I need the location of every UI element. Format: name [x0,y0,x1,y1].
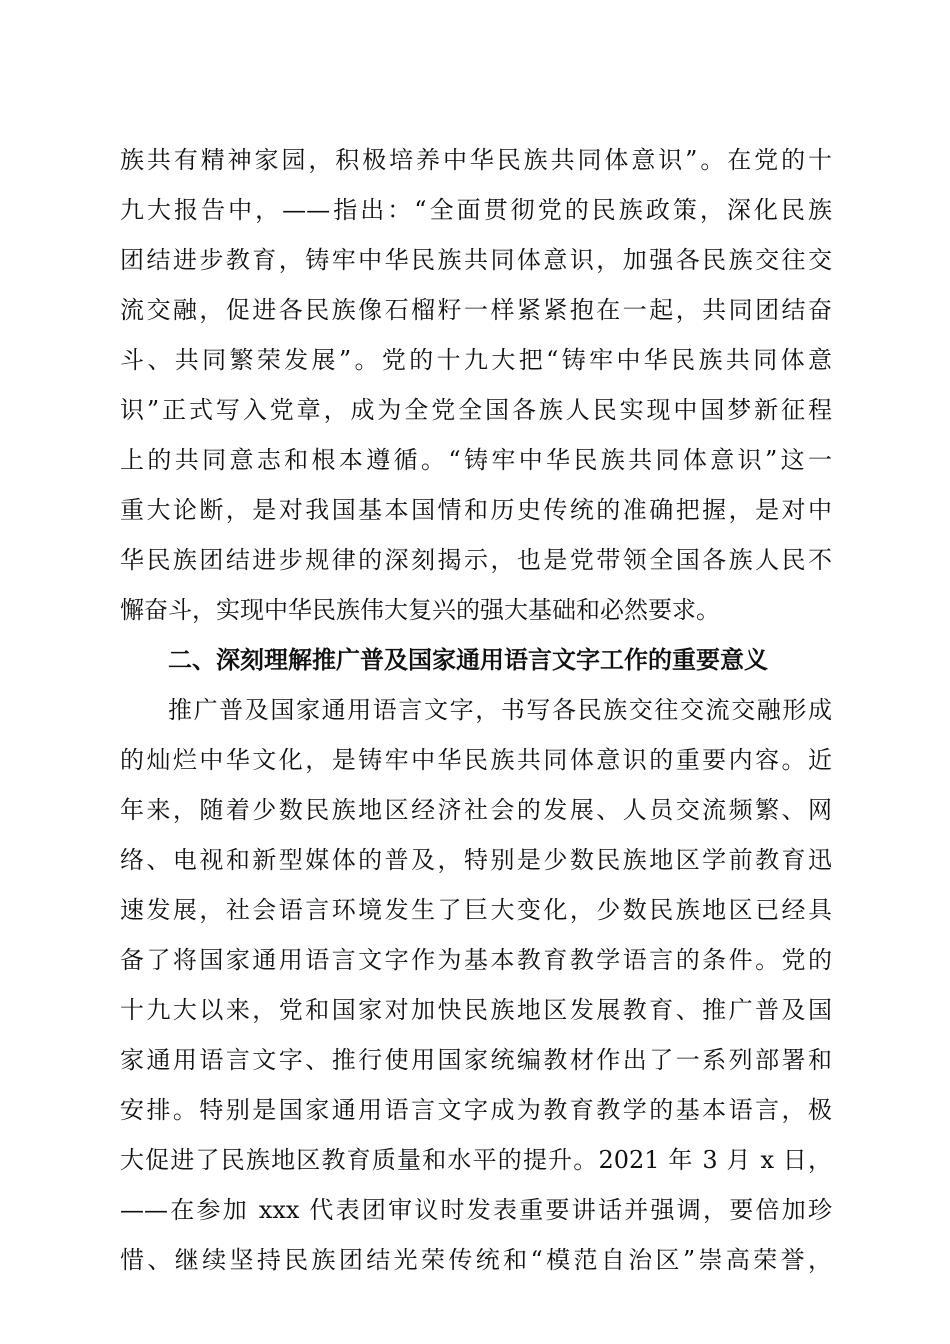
paragraph-line: 华民族团结进步规律的深刻揭示，也是党带领全国各族人民不 [120,546,832,574]
paragraph-line: 家通用语言文字、推行使用国家统编教材作出了一系列部署和 [120,1046,832,1074]
paragraph-line: 九大报告中，——指出：“全面贯彻党的民族政策，深化民族 [120,196,832,224]
paragraph-line: 斗、共同繁荣发展”。党的十九大把“铸牢中华民族共同体意 [120,346,832,374]
paragraph-line: ——在参加 xxx 代表团审议时发表重要讲话并强调，要倍加珍 [120,1196,832,1224]
paragraph-line: 重大论断，是对我国基本国情和历史传统的准确把握，是对中 [120,496,832,524]
paragraph-line: 推广普及国家通用语言文字，书写各民族交往交流交融形成 [168,696,832,724]
paragraph-line: 识”正式写入党章，成为全党全国各族人民实现中国梦新征程 [120,396,832,424]
paragraph-line: 大促进了民族地区教育质量和水平的提升。2021 年 3 月 x 日， [120,1146,832,1174]
paragraph-line: 安排。特别是国家通用语言文字成为教育教学的基本语言，极 [120,1096,832,1124]
paragraph-line: 族共有精神家园，积极培养中华民族共同体意识”。在党的十 [120,146,832,174]
paragraph-line: 十九大以来，党和国家对加快民族地区发展教育、推广普及国 [120,996,832,1024]
paragraph-line: 懈奋斗，实现中华民族伟大复兴的强大基础和必然要求。 [120,596,720,624]
paragraph-line: 速发展，社会语言环境发生了巨大变化，少数民族地区已经具 [120,896,832,924]
paragraph-line: 络、电视和新型媒体的普及，特别是少数民族地区学前教育迅 [120,846,832,874]
section-heading: 二、深刻理解推广普及国家通用语言文字工作的重要意义 [168,646,768,674]
paragraph-line: 团结进步教育，铸牢中华民族共同体意识，加强各民族交往交 [120,246,832,274]
paragraph-line: 上的共同意志和根本遵循。“铸牢中华民族共同体意识”这一 [120,446,832,474]
paragraph-line: 的灿烂中华文化，是铸牢中华民族共同体意识的重要内容。近 [120,746,832,774]
paragraph-line: 惜、继续坚持民族团结光荣传统和“模范自治区”崇高荣誉， [120,1246,832,1274]
paragraph-line: 流交融，促进各民族像石榴籽一样紧紧抱在一起，共同团结奋 [120,296,832,324]
paragraph-line: 备了将国家通用语言文字作为基本教育教学语言的条件。党的 [120,946,832,974]
paragraph-line: 年来，随着少数民族地区经济社会的发展、人员交流频繁、网 [120,796,832,824]
